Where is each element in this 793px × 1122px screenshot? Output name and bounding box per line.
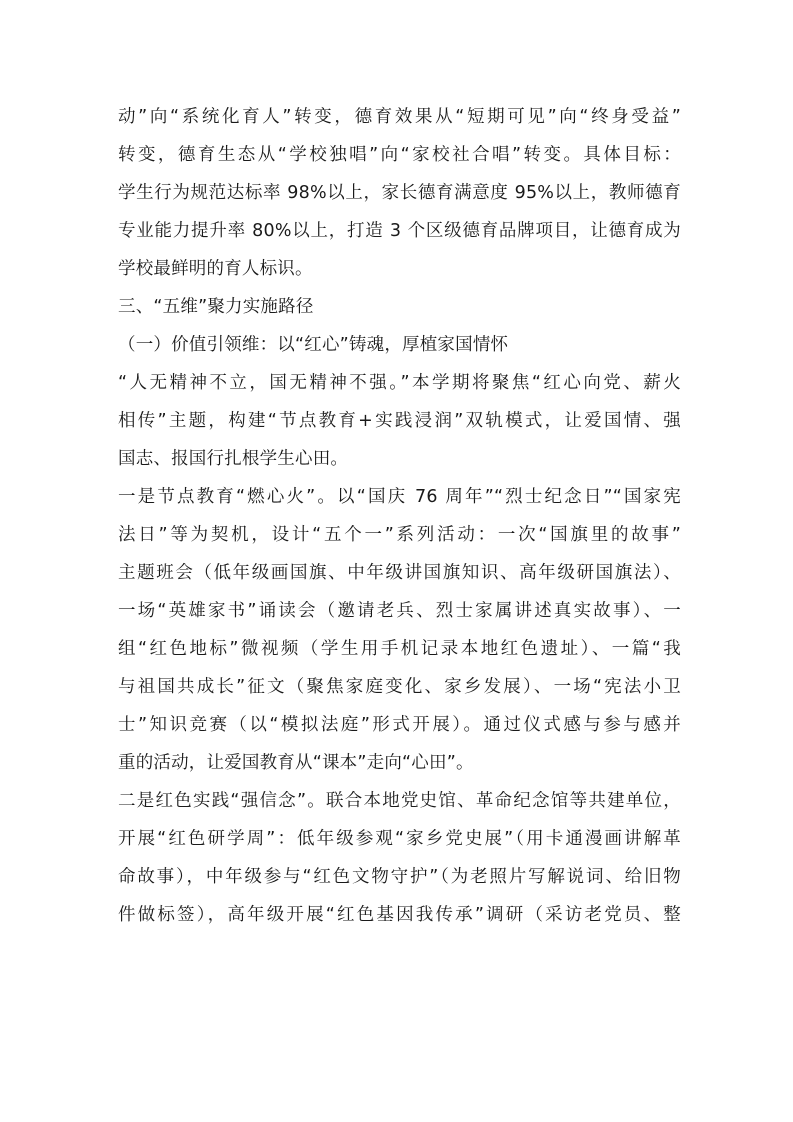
text-line: 组“红色地标”微视频（学生用手机记录本地红色遗址）、一篇“我 (118, 639, 681, 659)
text-line: 一是节点教育“燃心火”。以“国庆 76 周年”“烈士纪念日”“国家宪 (118, 487, 681, 507)
text-line: 一场“英雄家书”诵读会（邀请老兵、烈士家属讲述真实故事）、一 (118, 601, 681, 621)
document-body (118, 98, 681, 934)
text-line: 转变，德育生态从“学校独唱”向“家校社合唱”转变。具体目标： (118, 145, 681, 165)
section-heading: 三、“五维”聚力实施路径 (118, 297, 314, 317)
text-line: 专业能力提升率 80%以上，打造 3 个区级德育品牌项目，让德育成为 (118, 221, 681, 241)
text-line: 开展“红色研学周”：低年级参观“家乡党史展”（用卡通漫画讲解革 (118, 829, 681, 849)
subsection-heading: （一）价值引领维：以“红心”铸魂，厚植家国情怀 (118, 335, 509, 355)
text-line: 动”向“系统化育人”转变，德育效果从“短期可见”向“终身受益” (118, 107, 681, 127)
text-line: 学校最鲜明的育人标识。 (118, 259, 313, 279)
text-line: 重的活动，让爱国教育从“课本”走向“心田”。 (118, 753, 474, 773)
text-line: 国志、报国行扎根学生心田。 (118, 449, 349, 469)
text-line: 二是红色实践“强信念”。联合本地党史馆、革命纪念馆等共建单位， (118, 791, 681, 811)
text-line: “人无精神不立，国无精神不强。”本学期将聚焦“红心向党、薪火 (118, 373, 681, 393)
text-line: 士”知识竞赛（以“模拟法庭”形式开展）。通过仪式感与参与感并 (118, 715, 681, 735)
text-line: 学生行为规范达标率 98%以上，家长德育满意度 95%以上，教师德育 (118, 183, 681, 203)
text-line: 与祖国共成长”征文（聚焦家庭变化、家乡发展）、一场“宪法小卫 (118, 677, 681, 697)
text-line: 主题班会（低年级画国旗、中年级讲国旗知识、高年级研国旗法）、 (118, 563, 681, 583)
text-line: 件做标签），高年级开展“红色基因我传承”调研（采访老党员、整 (118, 905, 681, 925)
text-line: 法日”等为契机，设计“五个一”系列活动：一次“国旗里的故事” (118, 525, 681, 545)
text-line: 命故事），中年级参与“红色文物守护”（为老照片写解说词、给旧物 (118, 867, 681, 887)
text-line: 相传”主题，构建“节点教育+实践浸润”双轨模式，让爱国情、强 (118, 411, 681, 431)
